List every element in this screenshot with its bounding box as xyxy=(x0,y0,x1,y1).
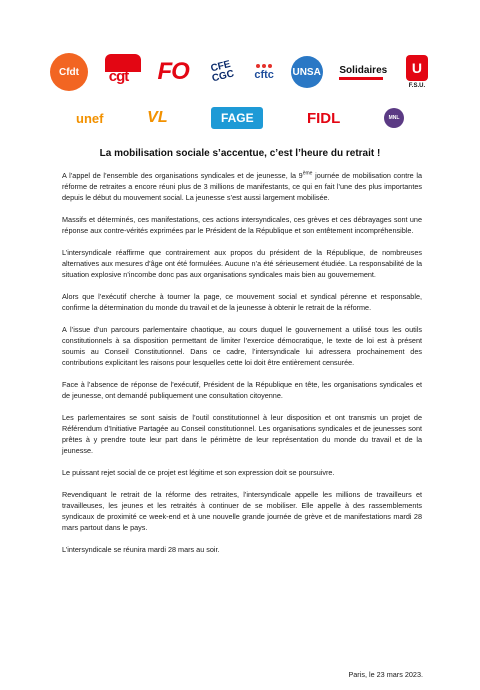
intro-paragraph: A l’appel de l’ensemble des organisations syndicales et de jeunesse, la 9ème journée de mobilisation contre la réforme de retraites a encore réuni plus de 3 millions de manifestants, ce qui en fait l’une des plus importantes depuis le début du mouvement social. La jeunesse s’est aussi largement mobilisée. xyxy=(62,170,422,202)
body-paragraph: Massifs et déterminés, ces manifestations, ces actions intersyndicales, ces grèves et ces débrayages sont une réponse aux contre-vérités exprimées par le Président de la République et son entêtement incompréhensible. xyxy=(62,215,422,235)
cfe-cgc-logo: CFE CGC xyxy=(209,58,235,85)
body-paragraph: Alors que l’exécutif cherche à tourner la page, ce mouvement social et syndical pérenne et responsable, confirme la détermination du monde du travail et de la jeunesse à obtenir le retrait de la réforme. xyxy=(62,292,422,312)
mnl-logo: MNL xyxy=(384,108,404,128)
vl-logo: VL xyxy=(147,109,168,126)
document-body xyxy=(62,170,422,566)
body-paragraph: Le puissant rejet social de ce projet est légitime et son expression doit se poursuivre. xyxy=(62,468,335,477)
youth-logos-row xyxy=(50,102,430,134)
body-paragraph: Face à l’absence de réponse de l’exécutif, Président de la République en tête, les organisations syndicales et de jeunesse, ont demandé publiquement une consultation citoyenne. xyxy=(62,380,422,400)
body-paragraph: L’intersyndicale se réunira mardi 28 mars au soir. xyxy=(62,545,220,554)
document-title: La mobilisation sociale s’accentue, c’est l’heure du retrait ! xyxy=(99,148,381,159)
cgt-logo: cgt xyxy=(105,52,141,92)
body-paragraph: L’intersyndicale réaffirme que contrairement aux propos du président de la République, de nombreuses alternatives aux mesures d’âge ont été formulées. Aucune n’a été sérieusement étudiée. La responsabilité de la situation explosive n’incombe donc pas aux organisations syndicales mais bien au gouvernement. xyxy=(62,248,422,279)
cftc-logo: cftc xyxy=(254,64,274,81)
cfdt-logo: Cfdt xyxy=(50,53,88,91)
fage-logo: FAGE xyxy=(211,107,263,129)
body-paragraph: A l’issue d’un parcours parlementaire chaotique, au cours duquel le gouvernement a utilisé tous les outils constitutionnels à sa disposition permettant de limiter l’exercice démocratique, le texte de loi est à présent soumis au Conseil Constitutionnel. Dans ce cadre, l’intersyndicale lui adressera prochainement des contributions explicitant les raisons pour lesquelles cette loi doit être entièrement censurée. xyxy=(62,325,422,367)
union-logos-row xyxy=(50,52,430,92)
body-paragraph: Les parlementaires se sont saisis de l’outil constitutionnel à leur disposition et ont transmis un projet de Référendum d’Initiative Partagée au Conseil constitutionnel. Les organisations syndicales et de jeunesses sont prêtes à y prendre toute leur part dans le périmètre de leur représentation du monde du travail et de la jeunesse. xyxy=(62,413,422,455)
fsu-logo: U F.S.U. xyxy=(404,53,430,91)
date-signoff: Paris, le 23 mars 2023. xyxy=(348,670,423,679)
unef-logo: unef xyxy=(76,110,104,126)
fo-logo: FO xyxy=(157,58,189,85)
unsa-logo: UNSA xyxy=(291,56,323,88)
solidaires-logo: Solidaires xyxy=(339,65,387,80)
fidl-logo: FIDL xyxy=(306,109,341,127)
body-paragraph: Revendiquant le retrait de la réforme des retraites, l’intersyndicale appelle les millions de travailleurs et travailleuses, les jeunes et les retraités à continuer de se mobiliser. Elle appelle à des rassemblements syndicaux de proximité ce week-end et à une nouvelle grande journée de grève et de manifestations mardi 28 mars partout dans le pays. xyxy=(62,490,422,532)
